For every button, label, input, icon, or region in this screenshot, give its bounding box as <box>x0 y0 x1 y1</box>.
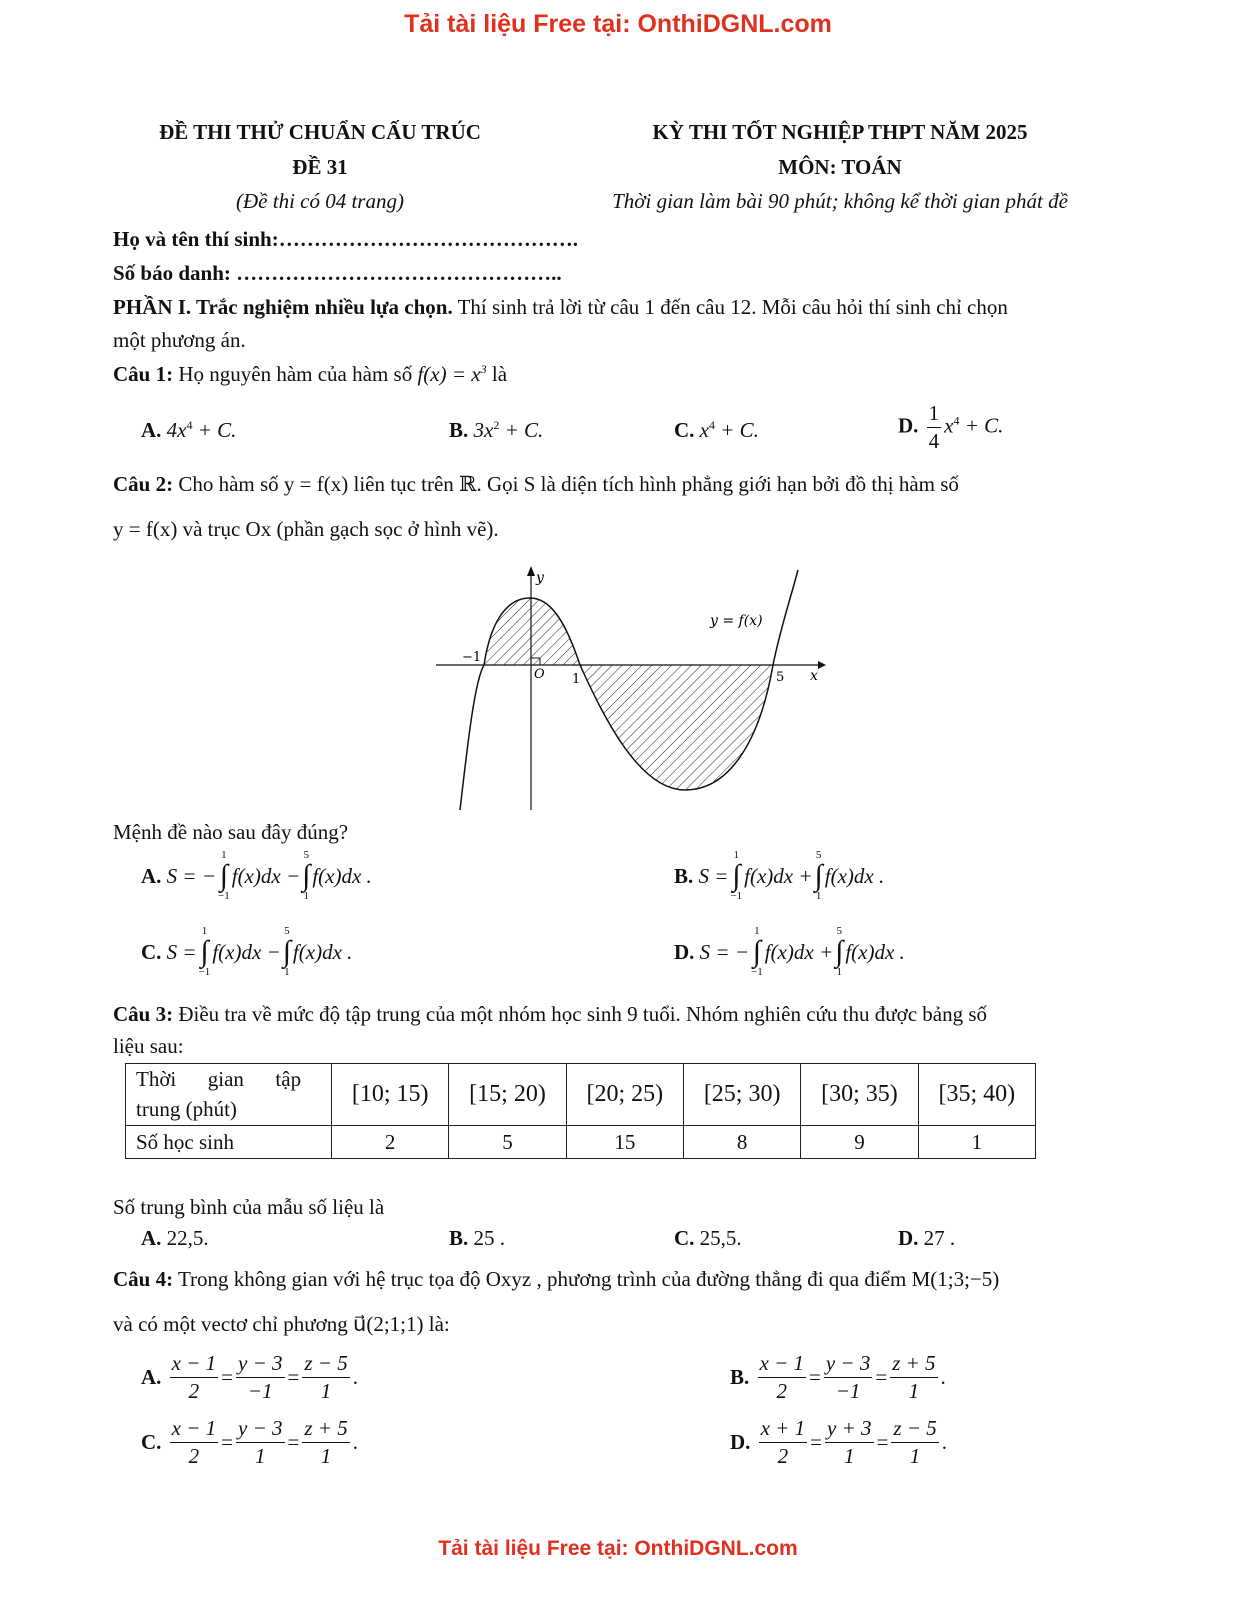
table-cell: [15; 20) <box>449 1064 566 1126</box>
fraction-z <box>302 1417 349 1468</box>
lower-limit: 1 <box>303 890 309 902</box>
q3-line2: liệu sau: <box>113 1034 184 1058</box>
q4-label: Câu 4: <box>113 1267 174 1291</box>
q2-option-d[interactable] <box>674 926 905 978</box>
page-count-note: (Đề thi có 04 trang) <box>236 189 404 213</box>
option-text: x <box>699 418 709 442</box>
option-letter: D. <box>730 1430 751 1455</box>
q4-option-c[interactable]: C. $\frac{x - 1}{2}$ = $\frac{y - 3}{1}$ = $\frac{z + 5}{1}$ . <box>141 1416 358 1469</box>
table-cell: [20; 25) <box>566 1064 683 1126</box>
q4-line1: Trong không gian với hệ trục tọa độ Oxyz , phương trình của đường thẳng đi qua điểm M(1;3;−5) <box>177 1267 1000 1291</box>
q2-option-c[interactable] <box>141 926 352 978</box>
option-letter: C. <box>141 1430 162 1455</box>
integral-1 <box>751 926 763 978</box>
option-mid: f(x)dx + <box>744 863 813 888</box>
option-fraction <box>927 402 942 453</box>
integral-icon: ∫ <box>219 859 228 892</box>
fraction-den: 2 <box>777 1444 789 1469</box>
fraction-z <box>891 1417 938 1468</box>
q2-line1: Cho hàm số y = f(x) liên tục trên ℝ. Gọi S là diện tích hình phẳng giới hạn bởi đồ thị hàm số <box>178 472 959 496</box>
lower-limit: −1 <box>218 890 230 902</box>
upper-limit: 1 <box>221 849 227 861</box>
upper-limit: 5 <box>836 925 842 937</box>
table-cell: [30; 35) <box>801 1064 918 1126</box>
exam-code: ĐỀ 31 <box>292 155 348 179</box>
table-cell: 5 <box>449 1126 566 1159</box>
option-tail: + C. <box>959 413 1004 438</box>
fraction-num: 1 <box>927 402 942 428</box>
origin-label: O <box>534 667 545 682</box>
fraction-num: x − 1 <box>758 1352 807 1378</box>
option-tail: + C. <box>499 418 544 442</box>
option-letter: B. <box>449 1226 469 1250</box>
option-exp: 4 <box>186 418 193 432</box>
part1-instr1: Thí sinh trả lời từ câu 1 đến câu 12. Mỗi câu hỏi thí sinh chỉ chọn <box>457 295 1008 319</box>
exam-type-title: ĐỀ THI THỬ CHUẨN CẤU TRÚC <box>159 120 481 144</box>
option-letter: A. <box>141 1365 162 1390</box>
header-line-b: trung (phút) <box>136 1096 237 1121</box>
upper-limit: 5 <box>303 849 309 861</box>
integral-1 <box>730 850 742 902</box>
option-text: 3x <box>473 418 494 442</box>
fraction-den: 1 <box>909 1444 921 1469</box>
q3-data-table <box>125 1063 1036 1159</box>
time-note: Thời gian làm bài 90 phút; không kể thời gian phát đề <box>612 189 1068 213</box>
fraction-z <box>890 1352 937 1403</box>
fraction-den: 1 <box>320 1379 332 1404</box>
option-mid: f(x)dx − <box>231 863 301 888</box>
fraction-y <box>824 1352 873 1403</box>
option-letter: A. <box>141 863 162 888</box>
q1-option-d[interactable] <box>898 402 1003 453</box>
q2-line2: y = f(x) và trục Ox (phần gạch sọc ở hình vẽ). <box>113 517 499 541</box>
q4-option-a[interactable]: A. $\frac{x - 1}{2}$ = $\frac{y - 3}{-1}$ = $\frac{z - 5}{1}$ . <box>141 1351 358 1404</box>
q1-exp: 3 <box>480 362 487 376</box>
integral-icon: ∫ <box>732 859 741 892</box>
table-header-cell: Số học sinh <box>126 1126 332 1159</box>
q3-option-b[interactable] <box>449 1226 505 1251</box>
option-letter: D. <box>674 939 695 964</box>
subject-title: MÔN: TOÁN <box>778 155 902 179</box>
q1-option-a[interactable] <box>141 418 236 443</box>
fraction-num: z − 5 <box>891 1417 938 1443</box>
upper-limit: 1 <box>201 925 208 937</box>
q2-label: Câu 2: <box>113 472 174 496</box>
exam-name-title: KỲ THI TỐT NGHIỆP THPT NĂM 2025 <box>652 120 1028 144</box>
student-id-line <box>113 261 562 286</box>
fraction-den: 2 <box>188 1444 200 1469</box>
fraction-x <box>758 1352 807 1403</box>
option-tail: + C. <box>192 418 237 442</box>
fraction-den: 2 <box>188 1379 200 1404</box>
option-exp: 4 <box>953 413 960 428</box>
q2-option-b[interactable] <box>674 850 884 902</box>
integral-2 <box>283 926 291 978</box>
lower-limit: −1 <box>730 890 743 902</box>
fraction-den: 1 <box>255 1444 266 1469</box>
q3-option-a[interactable] <box>141 1226 209 1251</box>
student-name-label: Họ và tên thí sinh: <box>113 227 279 251</box>
fraction-num: x + 1 <box>759 1417 808 1443</box>
option-text: 4x <box>166 418 187 442</box>
fraction-den: 2 <box>776 1379 788 1404</box>
integral-2 <box>835 926 843 978</box>
top-banner-link[interactable]: Tải tài liệu Free tại: OnthiDGNL.com <box>404 10 832 38</box>
option-pre: S = <box>166 939 197 964</box>
table-cell: 1 <box>918 1126 1035 1159</box>
integral-2 <box>302 850 310 902</box>
fraction-num: z + 5 <box>890 1352 937 1378</box>
table-row <box>126 1064 1036 1126</box>
q3-line1: Điều tra về mức độ tập trung của một nhóm học sinh 9 tuổi. Nhóm nghiên cứu thu được bảng số <box>178 1002 988 1026</box>
hatched-area-right <box>580 665 773 790</box>
fraction-den: −1 <box>247 1379 273 1404</box>
curve-label: y = f(x) <box>710 613 763 629</box>
tick-label-neg1: −1 <box>462 650 482 665</box>
x-axis-label: x <box>810 668 818 684</box>
q2-function-graph <box>430 560 830 815</box>
table-cell: 8 <box>683 1126 800 1159</box>
option-mid: f(x)dx − <box>212 939 281 964</box>
fraction-num: z − 5 <box>302 1352 349 1378</box>
fraction-den: 1 <box>908 1379 920 1404</box>
q1-option-b[interactable] <box>449 418 543 443</box>
integral-1 <box>218 850 230 902</box>
fraction-num: x − 1 <box>170 1417 219 1443</box>
lower-limit: −1 <box>198 966 211 978</box>
integral-icon: ∫ <box>835 935 844 968</box>
bottom-banner-link[interactable]: Tải tài liệu Free tại: OnthiDGNL.com <box>438 1537 798 1560</box>
option-letter: B. <box>674 863 694 888</box>
fraction-num: x − 1 <box>170 1352 219 1378</box>
part1-instructions <box>113 295 1128 320</box>
fraction-y <box>236 1417 285 1468</box>
student-name-line <box>113 227 578 252</box>
upper-limit: 1 <box>754 925 760 937</box>
q1-label: Câu 1: <box>113 362 174 386</box>
q2-prompt: Mệnh đề nào sau đây đúng? <box>113 820 349 844</box>
q2-option-a[interactable] <box>141 850 372 902</box>
hatched-area-left <box>484 598 580 665</box>
option-tail: + C. <box>715 418 759 442</box>
fraction-num: y + 3 <box>825 1417 874 1443</box>
option-pre: S = <box>698 863 729 888</box>
integral-2 <box>815 850 823 902</box>
option-exp: 4 <box>709 418 715 432</box>
student-id-dots: ……………………………………….. <box>236 261 562 285</box>
option-letter: C. <box>674 1226 695 1250</box>
fraction-num: y − 3 <box>236 1352 285 1378</box>
fraction-y <box>236 1352 285 1403</box>
integral-icon: ∫ <box>752 935 761 968</box>
q3-label: Câu 3: <box>113 1002 174 1026</box>
student-id-label: Số báo danh: <box>113 261 231 285</box>
option-mid: f(x)dx + <box>764 939 834 964</box>
q2-stem-line1 <box>113 472 1128 497</box>
option-exp: 2 <box>493 418 500 432</box>
q3-option-d[interactable] <box>898 1226 955 1251</box>
fraction-x <box>759 1417 808 1468</box>
q1-text: Họ nguyên hàm của hàm số <box>178 362 413 386</box>
option-end: f(x)dx . <box>845 939 905 964</box>
lower-limit: 1 <box>836 966 842 978</box>
q4-line2: và có một vectơ chỉ phương u⃗(2;1;1) là: <box>113 1312 450 1336</box>
integral-icon: ∫ <box>200 935 209 968</box>
option-letter: A. <box>141 1226 162 1250</box>
upper-limit: 5 <box>815 849 822 861</box>
table-row <box>126 1126 1036 1159</box>
option-letter: A. <box>141 418 162 442</box>
option-letter: B. <box>730 1365 750 1390</box>
part1-title: PHẦN I. Trắc nghiệm nhiều lựa chọn. <box>113 295 453 319</box>
integral-icon: ∫ <box>302 859 311 892</box>
q1-expr: f(x) = x <box>417 362 481 386</box>
option-text: 27 . <box>923 1226 956 1250</box>
table-cell: [25; 30) <box>683 1064 800 1126</box>
option-text: x <box>944 413 954 438</box>
fraction-den: 1 <box>320 1444 332 1469</box>
tick-label-1: 1 <box>572 672 581 687</box>
integral-icon: ∫ <box>282 935 291 968</box>
fraction-den: 1 <box>844 1444 855 1469</box>
option-end: f(x)dx . <box>292 939 353 964</box>
option-text: 25 . <box>473 1226 506 1250</box>
y-axis-label: y <box>536 570 544 586</box>
fraction-den: −1 <box>835 1379 861 1404</box>
fraction-y <box>825 1417 874 1468</box>
option-text: 22,5. <box>166 1226 209 1250</box>
integral-icon: ∫ <box>814 859 823 892</box>
option-letter: C. <box>674 418 695 442</box>
table-cell: 15 <box>566 1126 683 1159</box>
x-axis-arrow-icon <box>818 661 826 669</box>
q4-option-d[interactable]: D. $\frac{x + 1}{2}$ = $\frac{y + 3}{1}$ = $\frac{z - 5}{1}$ . <box>730 1416 947 1469</box>
option-letter: D. <box>898 413 919 438</box>
table-cell: 2 <box>332 1126 449 1159</box>
q3-prompt: Số trung bình của mẫu số liệu là <box>113 1195 385 1219</box>
upper-limit: 1 <box>733 849 740 861</box>
integral-1 <box>199 926 211 978</box>
option-pre: S = − <box>166 863 217 888</box>
lower-limit: −1 <box>751 966 763 978</box>
fraction-num: y − 3 <box>236 1417 285 1443</box>
q4-option-b[interactable]: B. $\frac{x - 1}{2}$ = $\frac{y - 3}{-1}$ = $\frac{z + 5}{1}$ . <box>730 1351 946 1404</box>
option-letter: B. <box>449 418 469 442</box>
option-end: f(x)dx . <box>312 863 372 888</box>
lower-limit: 1 <box>815 890 822 902</box>
upper-limit: 5 <box>284 925 290 937</box>
q1-stem <box>113 362 507 387</box>
table-header-cell <box>126 1064 332 1126</box>
fraction-num: z + 5 <box>302 1417 349 1443</box>
table-cell: 9 <box>801 1126 918 1159</box>
option-pre: S = − <box>699 939 750 964</box>
header-line-a: Thời gian tập <box>136 1067 302 1092</box>
option-letter: C. <box>141 939 162 964</box>
y-axis-arrow-icon <box>527 566 535 576</box>
q3-stem-line1 <box>113 1002 1128 1027</box>
fraction-num: y − 3 <box>824 1352 873 1378</box>
option-end: f(x)dx . <box>824 863 885 888</box>
option-text: 25,5. <box>699 1226 742 1250</box>
fraction-z <box>302 1352 349 1403</box>
lower-limit: 1 <box>284 966 290 978</box>
table-cell: [10; 15) <box>332 1064 449 1126</box>
student-name-dots: ……………………………………. <box>278 227 578 251</box>
q1-option-c[interactable] <box>674 418 759 443</box>
fraction-den: 4 <box>928 429 940 454</box>
option-letter: D. <box>898 1226 919 1250</box>
q1-tail: là <box>491 362 508 386</box>
q3-option-c[interactable] <box>674 1226 742 1251</box>
tick-label-5: 5 <box>776 670 785 685</box>
part1-instr2: một phương án. <box>113 328 246 352</box>
table-cell: [35; 40) <box>918 1064 1035 1126</box>
fraction-x <box>170 1417 219 1468</box>
fraction-x <box>170 1352 219 1403</box>
q4-stem-line1 <box>113 1267 1128 1292</box>
